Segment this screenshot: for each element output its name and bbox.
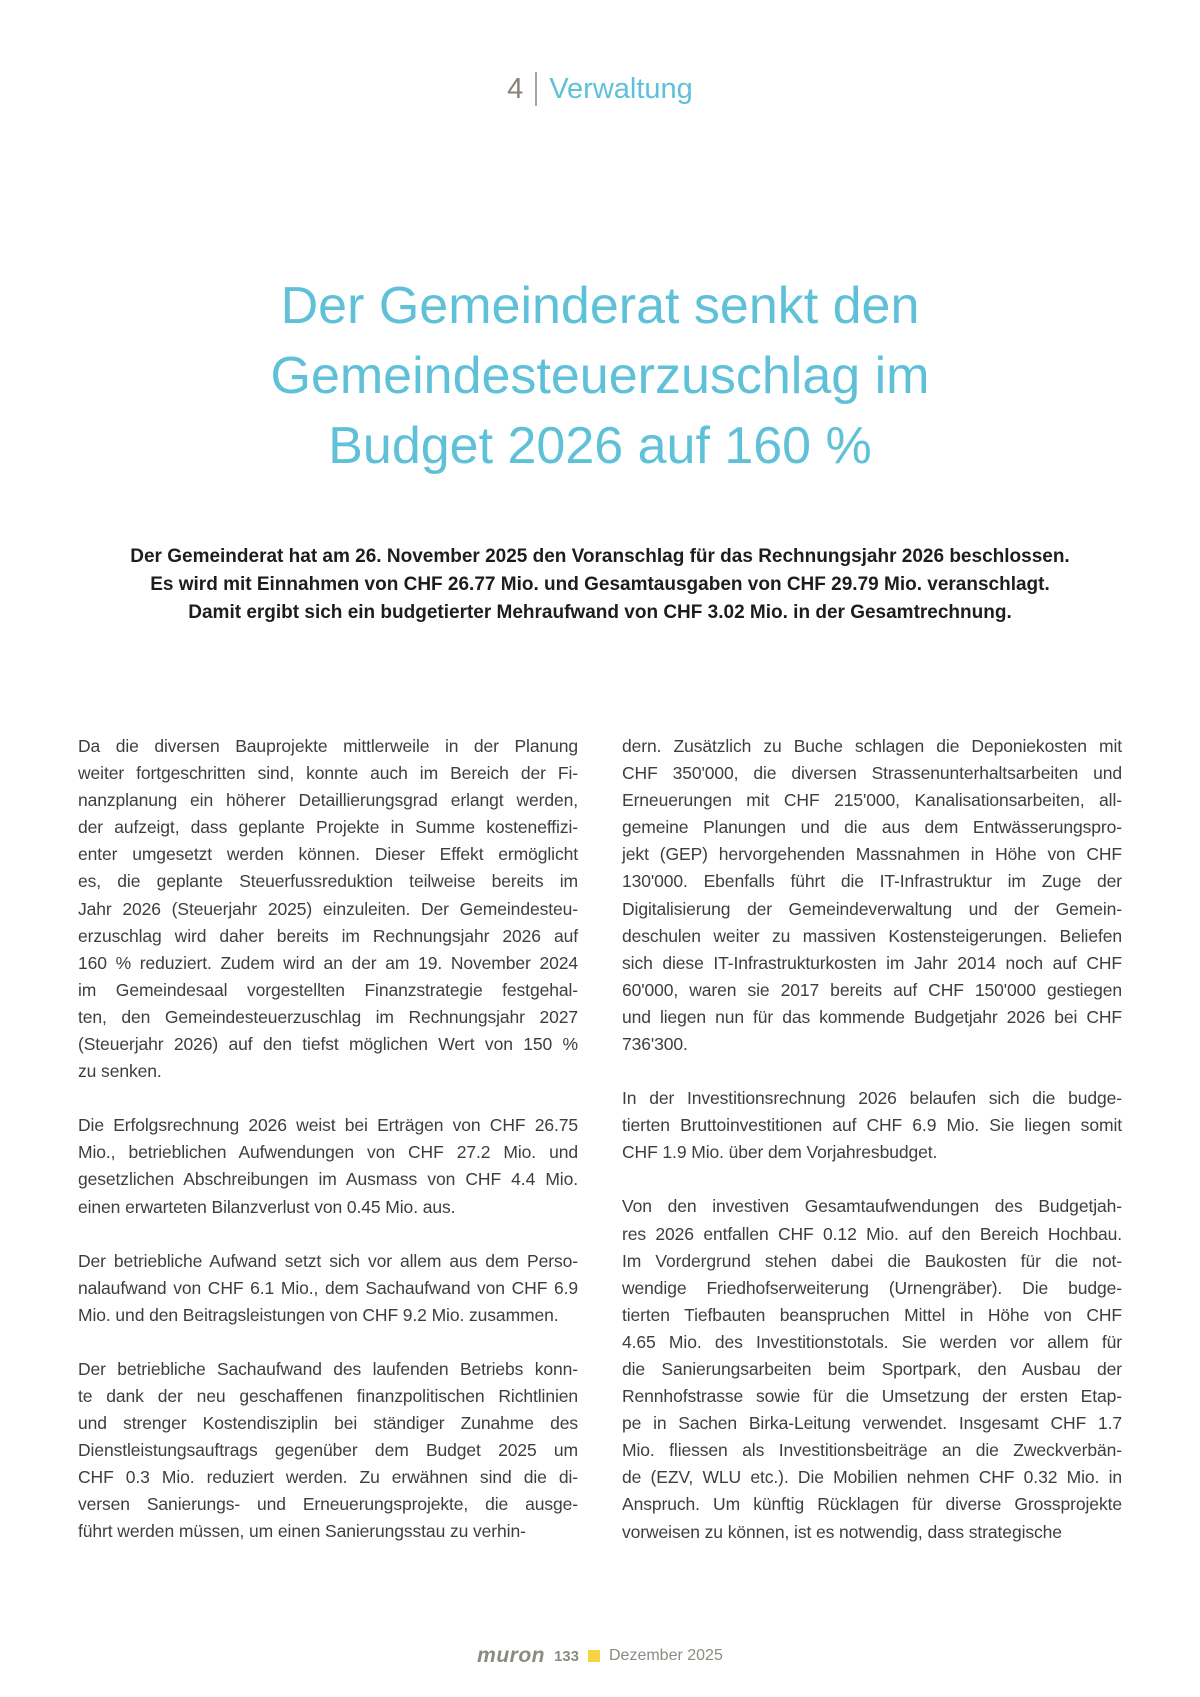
text-line: Anspruch. Um künftig Rücklagen für diverse Grossprojekte	[622, 1494, 1122, 1515]
text-line: de (EZV, WLU etc.). Die Mobilien nehmen CHF 0.32 Mio. in	[622, 1467, 1122, 1488]
text-line: Da die diversen Bauprojekte mittlerweile in der Planung	[78, 736, 578, 756]
text-line: 60'000, waren sie 2017 bereits auf CHF 150'000 gestiegen	[622, 979, 1122, 1000]
text-line: pe in Sachen Birka-Leitung verwendet. Insgesamt CHF 1.7	[622, 1413, 1122, 1434]
text-line: Der betriebliche Aufwand setzt sich vor allem aus dem Perso-	[78, 1250, 578, 1271]
text-line: tierten Tiefbauten beanspruchen Mittel in Höhe von CHF	[622, 1304, 1122, 1325]
text-line: sich diese IT-Infrastrukturkosten im Jahr 2014 noch auf CHF	[622, 952, 1122, 973]
page-header	[0, 68, 1200, 110]
text-line: Von den investiven Gesamtaufwendungen des Budgetjah-	[622, 1196, 1122, 1217]
issue-date: Dezember 2025	[609, 1647, 723, 1664]
left-column	[78, 733, 578, 1546]
text-line: wendige Friedhofserweiterung (Urnengräber). Die budge-	[622, 1277, 1122, 1298]
text-line: vorweisen zu können, ist es notwendig, dass strategische	[622, 1521, 1062, 1542]
article-body	[78, 733, 1122, 1546]
text-line: 736'300.	[622, 1034, 688, 1055]
text-line: Jahr 2026 (Steuerjahr 2025) einzuleiten. Der Gemeindesteu-	[78, 898, 578, 919]
text-line: 160 % reduziert. Zudem wird an der am 19. November 2024	[78, 952, 578, 973]
text-line: ten, den Gemeindesteuerzuschlag im Rechnungsjahr 2027	[78, 1006, 578, 1027]
text-line: Mio. fliessen als Investitionsbeiträge an die Zweckverbän-	[622, 1440, 1122, 1461]
text-line: te dank der neu geschaffenen finanzpolitischen Richtlinien	[78, 1385, 578, 1406]
text-line: es, die geplante Steuerfussreduktion teilweise bereits im	[78, 871, 578, 892]
text-line: enter umgesetzt werden können. Dieser Effekt ermöglicht	[78, 844, 578, 865]
text-line: Im Vordergrund stehen dabei die Baukosten für die not-	[622, 1250, 1122, 1271]
paragraph	[622, 733, 1122, 1058]
text-line: Die Erfolgsrechnung 2026 weist bei Erträgen von CHF 26.75	[78, 1115, 578, 1136]
text-line: zu senken.	[78, 1061, 162, 1082]
paragraph	[78, 733, 578, 1085]
text-line: einen erwarteten Bilanzverlust von 0.45 Mio. aus.	[78, 1196, 456, 1217]
text-line: versen Sanierungs- und Erneuerungsprojekte, die ausge-	[78, 1494, 578, 1515]
text-line: im Gemeindesaal vorgestellten Finanzstrategie festgehal-	[78, 979, 578, 1000]
text-line: deschulen weiter zu massiven Kostensteigerungen. Beliefen	[622, 925, 1122, 946]
text-line: Der Gemeinderat hat am 26. November 2025 den Voranschlag für das Rechnungsjahr 2026 beschlossen.	[130, 546, 1070, 567]
paragraph	[622, 1085, 1122, 1166]
text-line: der aufzeigt, dass geplante Projekte in Summe kosteneffizi-	[78, 817, 578, 838]
text-line: In der Investitionsrechnung 2026 belaufen sich die budge-	[622, 1088, 1122, 1109]
article-lead	[80, 543, 1120, 627]
text-line: die Sanierungsarbeiten beim Sportpark, den Ausbau der	[622, 1358, 1122, 1379]
paragraph	[622, 1193, 1122, 1545]
text-line: nalaufwand von CHF 6.1 Mio., dem Sachaufwand von CHF 6.9	[78, 1277, 578, 1298]
magazine-name: muron	[477, 1644, 545, 1667]
text-line: Erneuerungen mit CHF 215'000, Kanalisationsarbeiten, all-	[622, 790, 1122, 811]
text-line: Rennhofstrasse sowie für die Umsetzung der ersten Etap-	[622, 1386, 1122, 1407]
text-line: CHF 1.9 Mio. über dem Vorjahresbudget.	[622, 1142, 938, 1163]
text-line: gesetzlichen Abschreibungen im Ausmass von CHF 4.4 Mio.	[78, 1169, 578, 1190]
text-line: und liegen nun für das kommende Budgetjahr 2026 bei CHF	[622, 1006, 1122, 1027]
yellow-square-icon	[588, 1650, 600, 1662]
issue-number: 133	[553, 1647, 579, 1665]
text-line: Mio. und den Beitragsleistungen von CHF 9.2 Mio. zusammen.	[78, 1304, 559, 1325]
text-line: Der Gemeinderat senkt den	[280, 277, 920, 335]
paragraph	[78, 1248, 578, 1329]
text-line: führt werden müssen, um einen Sanierungsstau zu verhin-	[78, 1521, 526, 1542]
text-line: erzuschlag wird daher bereits im Rechnungsjahr 2026 auf	[78, 925, 578, 946]
page-footer	[0, 1644, 1200, 1668]
text-line: 130'000. Ebenfalls führt die IT-Infrastruktur im Zuge der	[622, 871, 1122, 892]
text-line: nanzplanung ein höherer Detaillierungsgrad erlangt werden,	[78, 790, 578, 811]
article-title	[0, 271, 1200, 481]
text-line: 4.65 Mio. des Investitionstotals. Sie werden vor allem für	[622, 1331, 1122, 1352]
text-line: res 2026 entfallen CHF 0.12 Mio. auf den Bereich Hochbau.	[622, 1223, 1122, 1244]
text-line: Gemeindesteuerzuschlag im	[270, 347, 930, 405]
text-line: und strenger Kostendisziplin bei ständiger Zunahme des	[78, 1413, 578, 1434]
text-line: tierten Bruttoinvestitionen auf CHF 6.9 Mio. Sie liegen somit	[622, 1115, 1122, 1136]
text-line: Damit ergibt sich ein budgetierter Mehraufwand von CHF 3.02 Mio. in der Gesamtrechnung.	[188, 602, 1012, 623]
text-line: Mio., betrieblichen Aufwendungen von CHF 27.2 Mio. und	[78, 1142, 578, 1163]
section-title: Verwaltung	[549, 73, 693, 105]
text-line: dern. Zusätzlich zu Buche schlagen die Deponiekosten mit	[622, 736, 1122, 756]
paragraph	[78, 1356, 578, 1546]
text-line: Dienstleistungsauftrags gegenüber dem Budget 2025 um	[78, 1440, 578, 1461]
text-line: Der betriebliche Sachaufwand des laufenden Betriebs konn-	[78, 1358, 578, 1379]
right-column	[622, 733, 1122, 1546]
text-line: (Steuerjahr 2026) auf den tiefst möglichen Wert von 150 %	[78, 1034, 578, 1055]
page-number: 4	[507, 73, 524, 105]
text-line: Budget 2026 auf 160 %	[328, 417, 872, 475]
text-line: gemeine Planungen und die aus dem Entwässerungspro-	[622, 817, 1122, 838]
text-line: CHF 0.3 Mio. reduziert werden. Zu erwähnen sind die di-	[78, 1467, 578, 1488]
text-line: Es wird mit Einnahmen von CHF 26.77 Mio. und Gesamtausgaben von CHF 29.79 Mio. veranschlagt.	[150, 574, 1050, 595]
text-line: CHF 350'000, die diversen Strassenunterhaltsarbeiten und	[622, 763, 1122, 784]
header-divider	[535, 72, 537, 106]
text-line: weiter fortgeschritten sind, konnte auch im Bereich der Fi-	[78, 763, 578, 784]
text-line: jekt (GEP) hervorgehenden Massnahmen in Höhe von CHF	[622, 844, 1122, 865]
text-line: Digitalisierung der Gemeindeverwaltung und der Gemein-	[622, 898, 1122, 919]
paragraph	[78, 1112, 578, 1220]
